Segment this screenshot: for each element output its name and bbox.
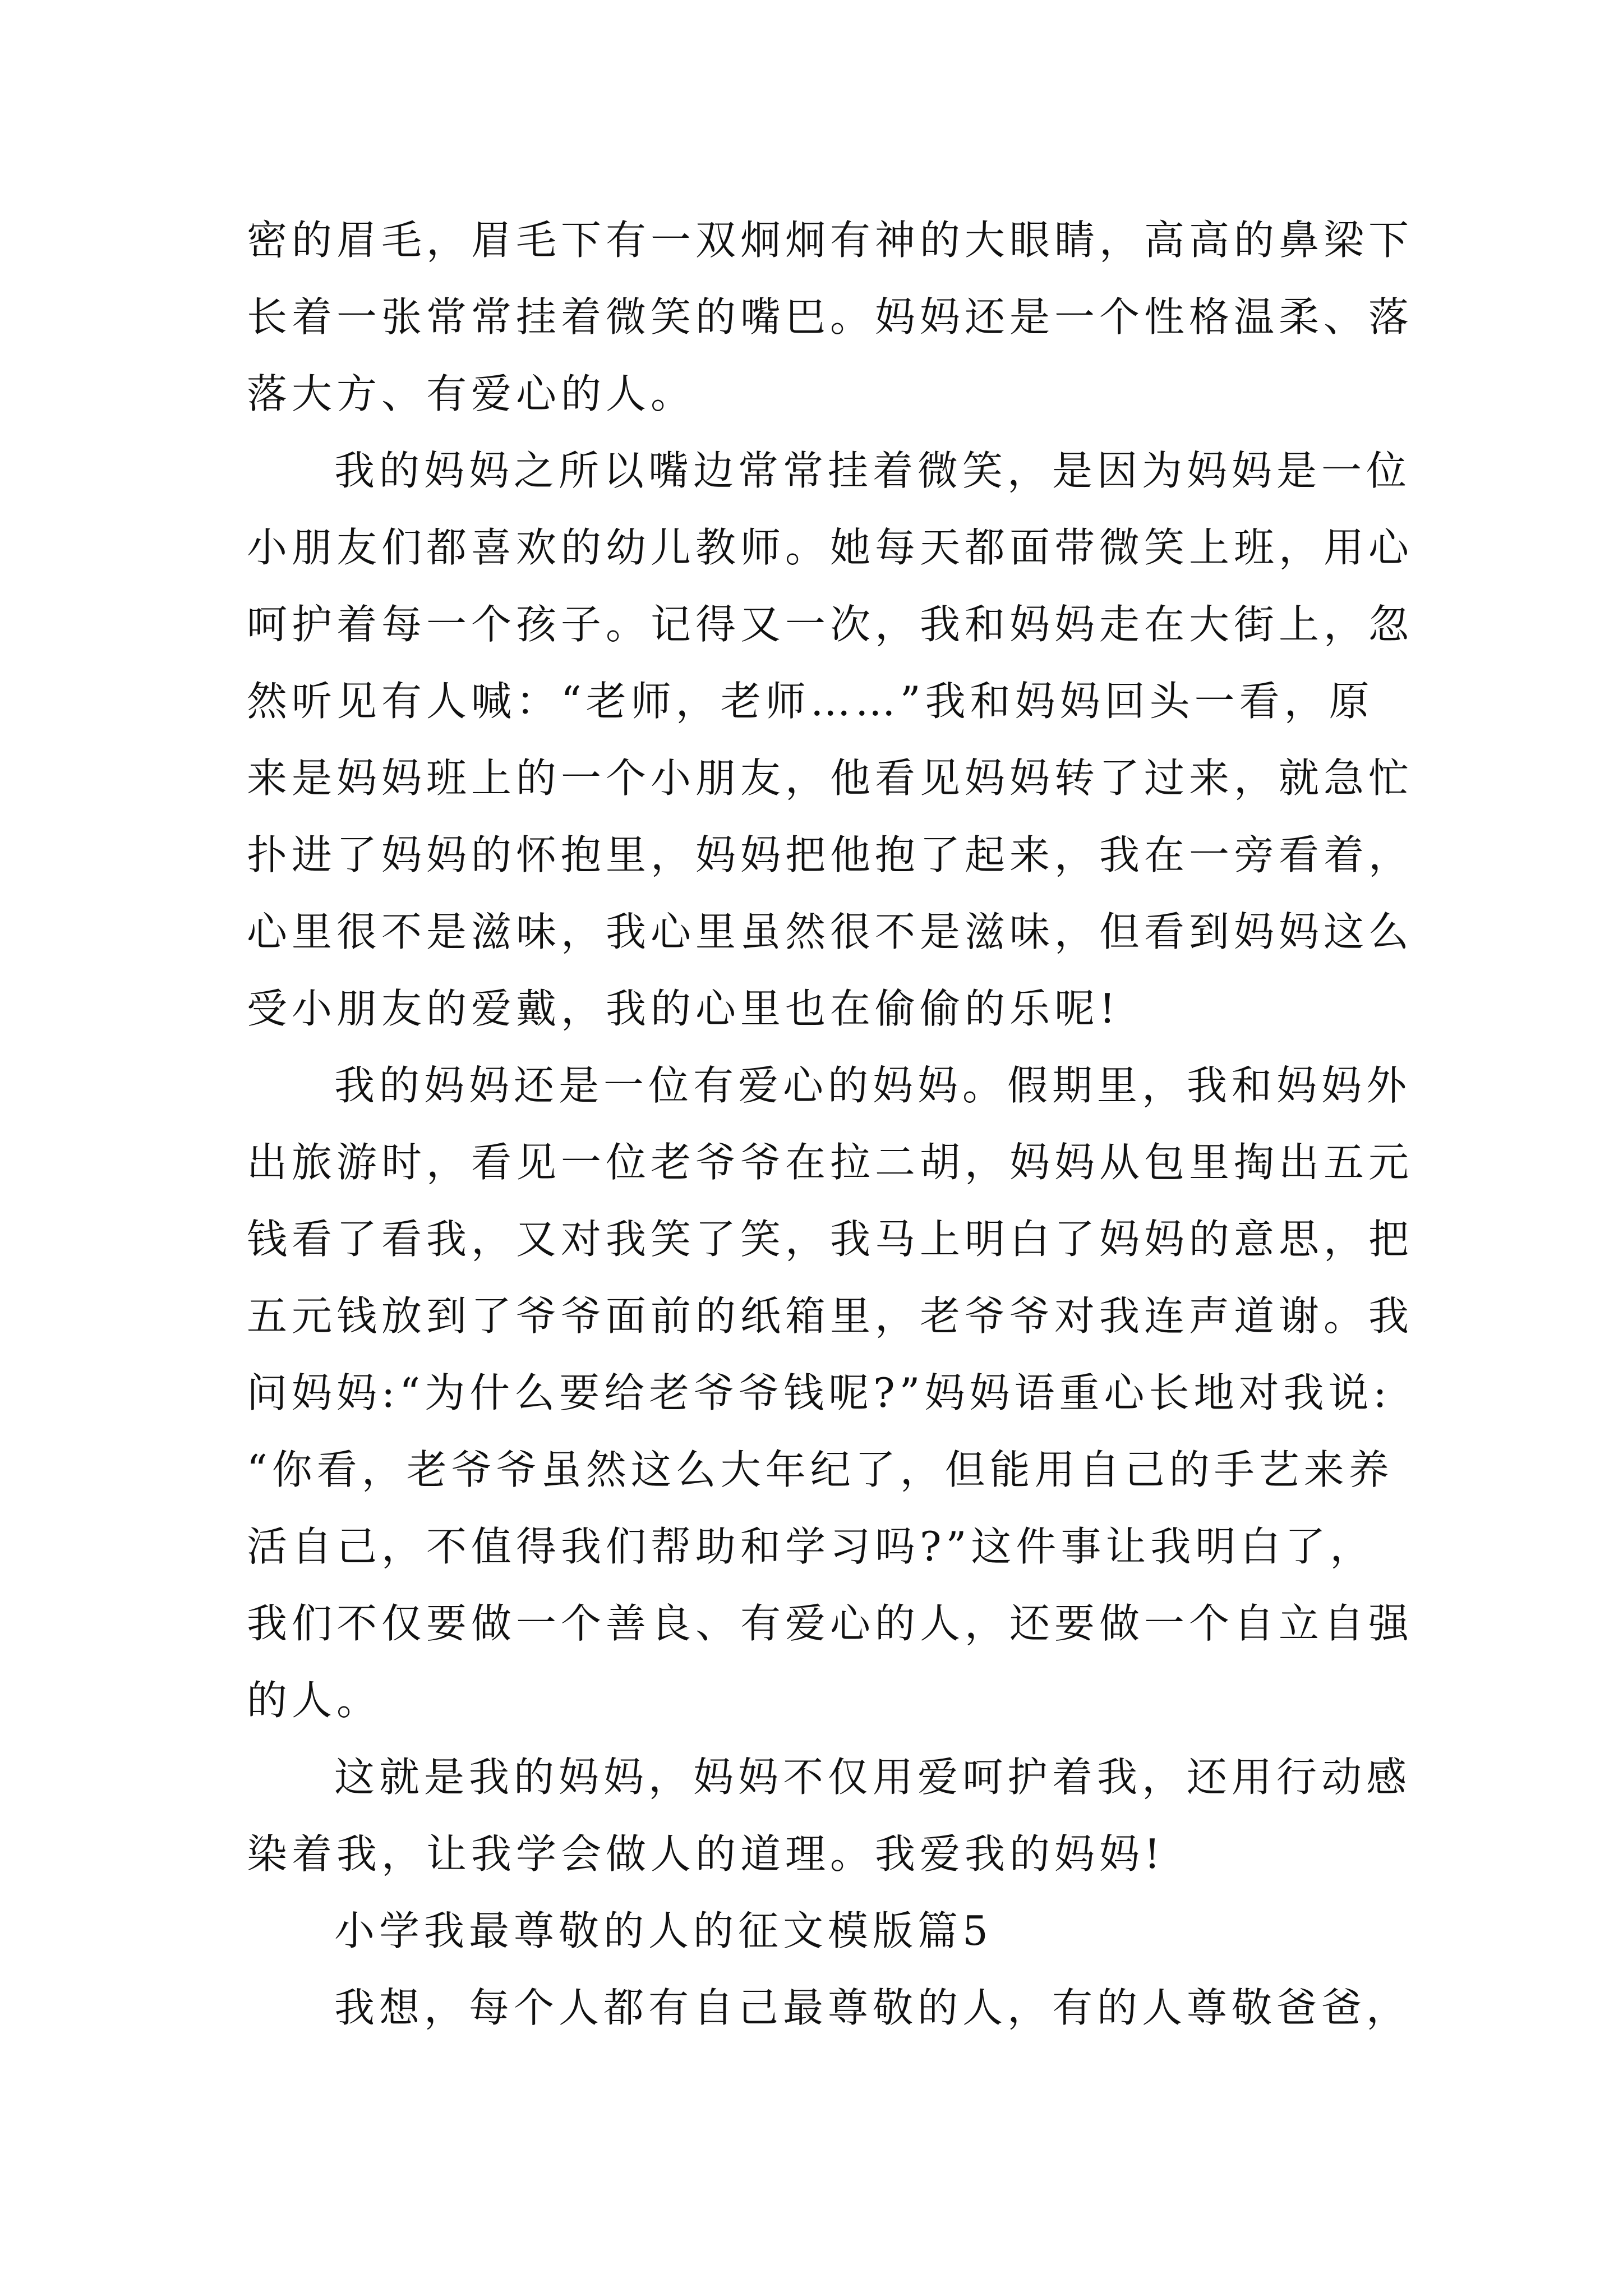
paragraph-start-line: 我的妈妈之所以嘴边常常挂着微笑，是因为妈妈是一位 xyxy=(334,447,1412,494)
text-line: 心里很不是滋味，我心里虽然很不是滋味，但看到妈妈这么 xyxy=(247,908,1414,955)
text-line: 活自己，不值得我们帮助和学习吗?”这件事让我明白了， xyxy=(247,1523,1375,1570)
text-line: 呵护着每一个孩子。记得又一次，我和妈妈走在大街上，忽 xyxy=(247,601,1414,648)
text-line: 钱看了看我，又对我笑了笑，我马上明白了妈妈的意思，把 xyxy=(247,1216,1414,1263)
text-line: 小朋友们都喜欢的幼儿教师。她每天都面带微笑上班，用心 xyxy=(247,524,1414,571)
paragraph-start-line: 这就是我的妈妈，妈妈不仅用爱呵护着我，还用行动感 xyxy=(334,1754,1412,1801)
text-line: “你看，老爷爷虽然这么大年纪了，但能用自己的手艺来养 xyxy=(247,1446,1394,1493)
text-line: 染着我，让我学会做人的道理。我爱我的妈妈! xyxy=(247,1830,1165,1878)
essay-body xyxy=(247,202,1414,2046)
text-line: 受小朋友的爱戴，我的心里也在偷偷的乐呢! xyxy=(247,985,1120,1032)
text-line: 五元钱放到了爷爷面前的纸箱里，老爷爷对我连声道谢。我 xyxy=(247,1292,1414,1340)
text-line: 来是妈妈班上的一个小朋友，他看见妈妈转了过来，就急忙 xyxy=(247,754,1414,802)
section-heading: 小学我最尊敬的人的征文模版篇5 xyxy=(334,1907,993,1954)
text-line: 的人。 xyxy=(247,1677,382,1724)
text-line: 出旅游时，看见一位老爷爷在拉二胡，妈妈从包里掏出五元 xyxy=(247,1139,1414,1186)
text-line: 长着一张常常挂着微笑的嘴巴。妈妈还是一个性格温柔、落 xyxy=(247,293,1414,341)
text-line: 然听见有人喊：“老师，老师……”我和妈妈回头一看，原 xyxy=(247,678,1374,725)
paragraph-start-line: 我的妈妈还是一位有爱心的妈妈。假期里，我和妈妈外 xyxy=(334,1062,1412,1109)
text-line: 问妈妈:“为什么要给老爷爷钱呢?”妈妈语重心长地对我说: xyxy=(247,1369,1391,1416)
text-line: 密的眉毛，眉毛下有一双炯炯有神的大眼睛，高高的鼻梁下 xyxy=(247,217,1414,264)
text-line: 我们不仅要做一个善良、有爱心的人，还要做一个自立自强 xyxy=(247,1600,1414,1647)
text-line: 扑进了妈妈的怀抱里，妈妈把他抱了起来，我在一旁看着， xyxy=(247,831,1414,878)
paragraph-start-line: 我想，每个人都有自己最尊敬的人，有的人尊敬爸爸， xyxy=(334,1984,1412,2031)
text-line: 落大方、有爱心的人。 xyxy=(247,370,696,417)
